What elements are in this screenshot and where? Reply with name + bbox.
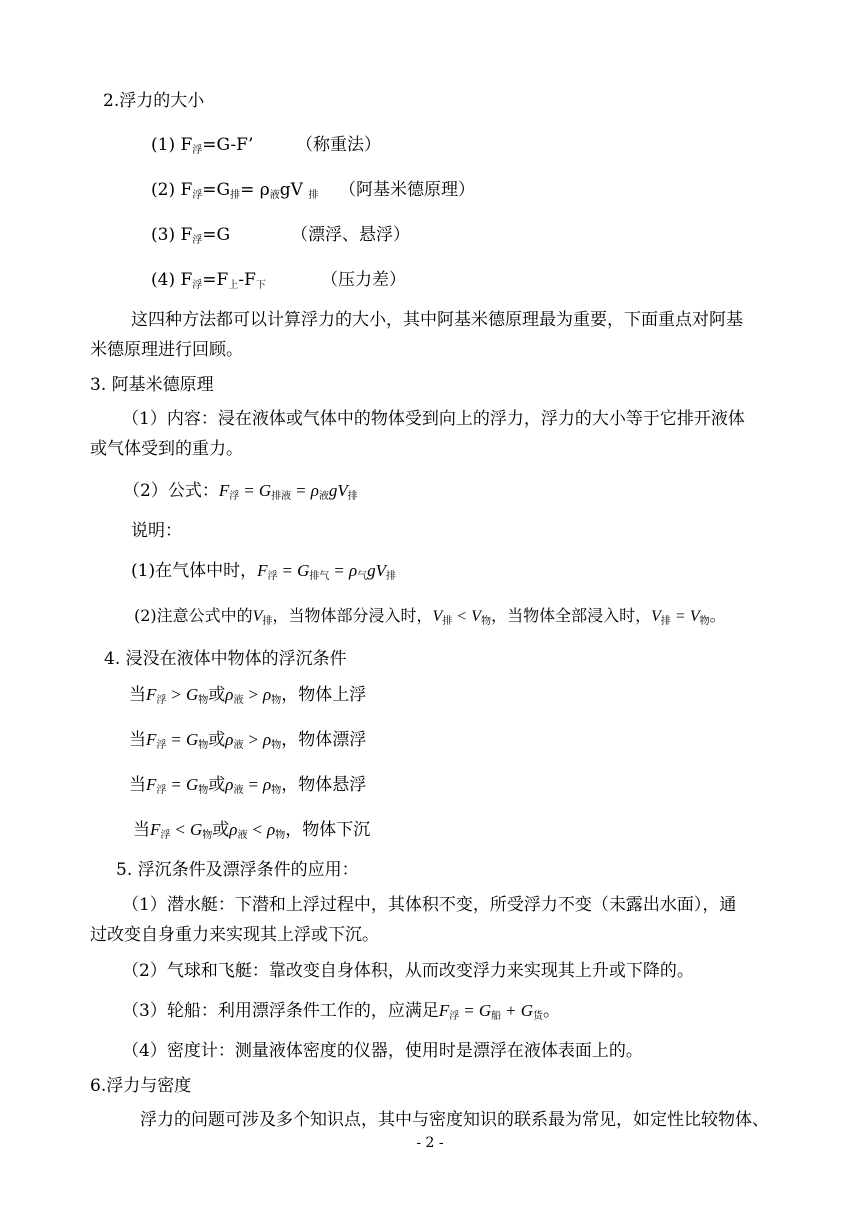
archimedes-formula: （2）公式：F浮 = G排液 = ρ液gV排: [123, 481, 358, 502]
condition-sink: 当F浮 < G物或ρ液 < ρ物，物体下沉: [133, 820, 371, 841]
condition-suspend: 当F浮 = G物或ρ液 = ρ物，物体悬浮: [129, 775, 367, 796]
note-2: (2)注意公式中的V排，当物体部分浸入时，V排 < V物，当物体全部浸入时，V排 = V物。: [134, 606, 726, 627]
application-hydrometer: （4）密度计：测量液体密度的仪器，使用时是漂浮在液体表面上的。: [122, 1041, 643, 1061]
section-2-title: 2.浮力的大小: [103, 91, 205, 111]
page-number: - 2 -: [416, 1135, 444, 1151]
condition-rise: 当F浮 > G物或ρ液 > ρ物，物体上浮: [129, 685, 367, 706]
note-label: 说明：: [131, 521, 182, 541]
method-4: (4) F浮=F上-F下 （压力差）: [151, 270, 406, 291]
section-6-title: 6.浮力与密度: [90, 1076, 192, 1096]
section-3-title: 3. 阿基米德原理: [90, 375, 214, 395]
section-2-paragraph-line-2: 米德原理进行回顾。: [90, 340, 243, 360]
application-balloon: （2）气球和飞艇：靠改变自身体积，从而改变浮力来实现其上升或下降的。: [122, 961, 694, 981]
application-submarine-line-1: （1）潜水艇：下潜和上浮过程中，其体积不变，所受浮力不变（未露出水面），通: [122, 895, 737, 915]
section-6-paragraph-line-1: 浮力的问题可涉及多个知识点，其中与密度知识的联系最为常见，如定性比较物体、: [140, 1110, 769, 1130]
section-2-paragraph-line-1: 这四种方法都可以计算浮力的大小，其中阿基米德原理最为重要，下面重点对阿基: [131, 310, 743, 330]
method-1: (1) F浮=G-F’ （称重法）: [151, 135, 381, 156]
application-submarine-line-2: 过改变自身重力来实现其上浮或下沉。: [90, 925, 379, 945]
section-4-title: 4. 浸没在液体中物体的浮沉条件: [104, 649, 347, 669]
application-ship: （3）轮船：利用漂浮条件工作的，应满足F浮 = G船 + G货。: [122, 1001, 560, 1022]
section-5-title: 5. 浮沉条件及漂浮条件的应用：: [116, 860, 359, 880]
section-3-content-line-1: （1）内容：浸在液体或气体中的物体受到向上的浮力，浮力的大小等于它排开液体: [122, 409, 745, 429]
section-3-content-line-2: 或气体受到的重力。: [90, 439, 243, 459]
method-3: (3) F浮=G （漂浮、悬浮）: [151, 225, 410, 246]
condition-float: 当F浮 = G物或ρ液 > ρ物，物体漂浮: [129, 730, 367, 751]
method-2: (2) F浮=G排= ρ液gV 排 （阿基米德原理）: [151, 180, 475, 201]
note-1: (1)在气体中时，F浮 = G排气 = ρ气gV排: [131, 561, 397, 582]
